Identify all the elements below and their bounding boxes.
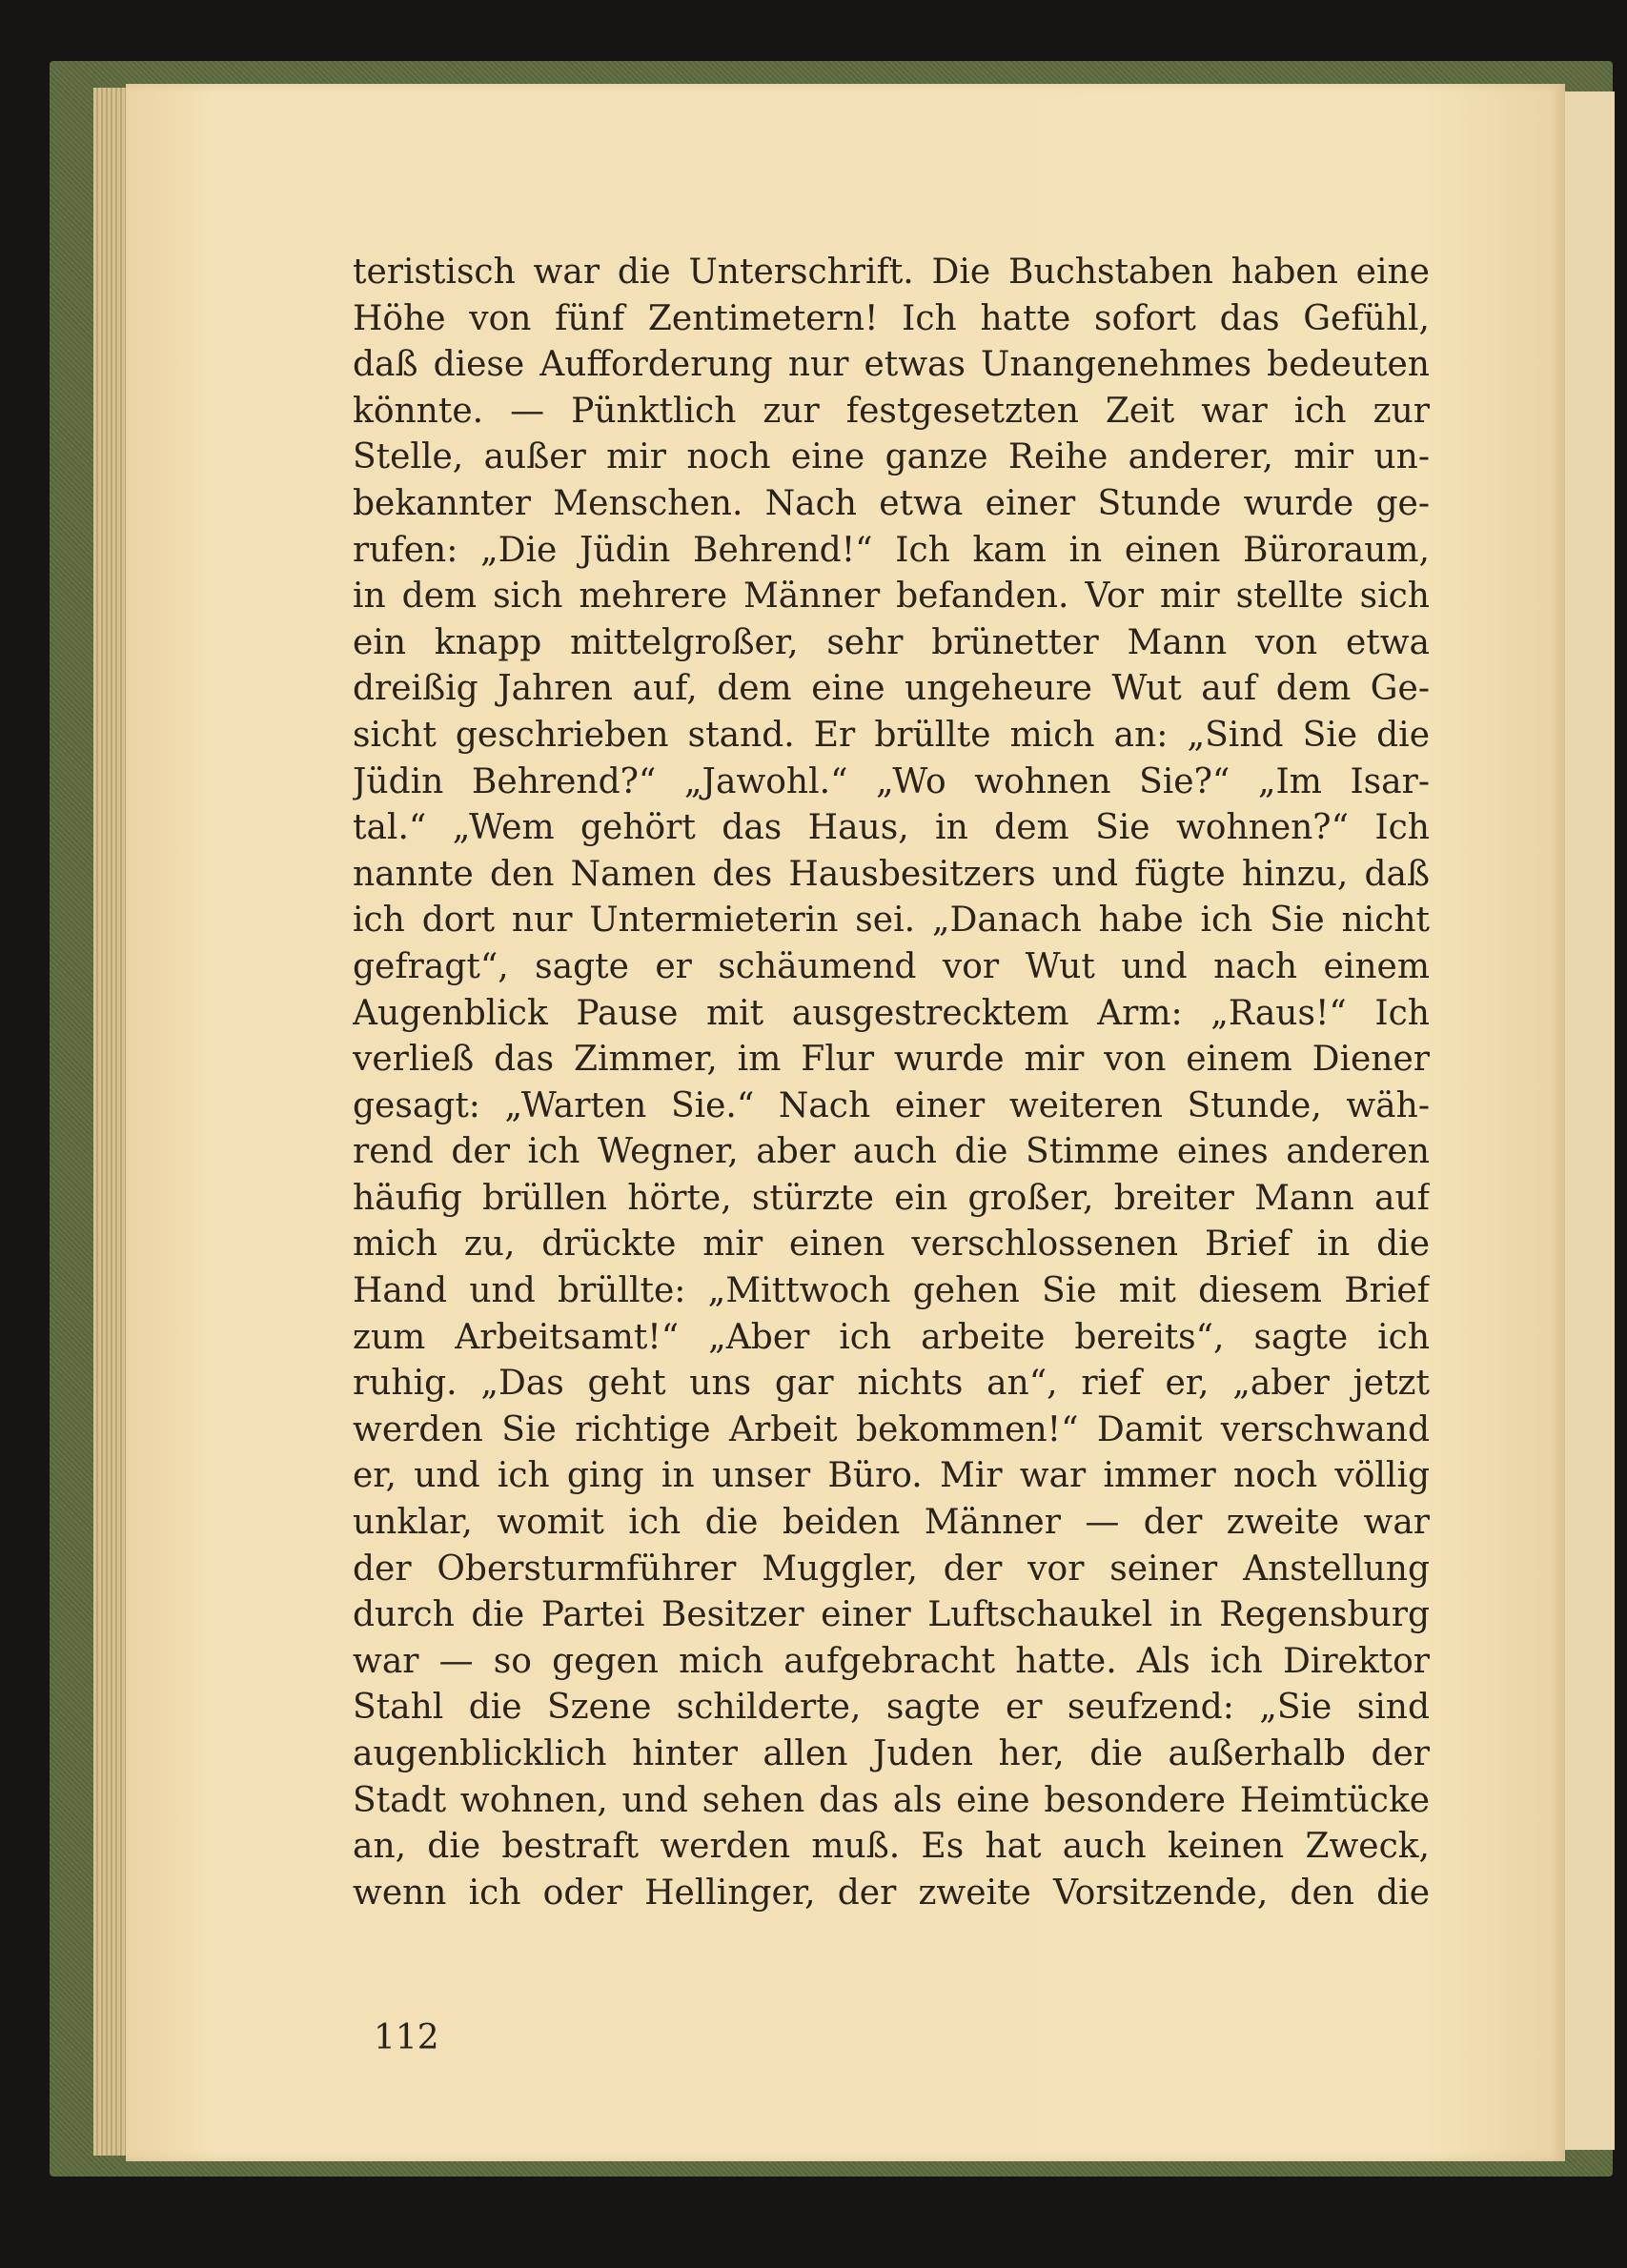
text-line: dreißig Jahren auf, dem eine ungeheure Wut auf dem Ge- xyxy=(353,669,1430,709)
text-line: er, und ich ging in unser Büro. Mir war immer noch völlig xyxy=(353,1456,1430,1496)
text-line: Augenblick Pause mit ausgestrecktem Arm: „Raus!“ Ich xyxy=(353,993,1430,1033)
text-line: gesagt: „Warten Sie.“ Nach einer weiteren Stunde, wäh- xyxy=(353,1085,1430,1125)
text-line: ein knapp mittelgroßer, sehr brünetter Mann von etwa xyxy=(353,622,1430,662)
text-line: tal.“ „Wem gehört das Haus, in dem Sie wohnen?“ Ich xyxy=(353,808,1430,848)
text-line: Jüdin Behrend?“ „Jawohl.“ „Wo wohnen Sie?“ „Im Isar- xyxy=(353,761,1430,801)
text-line: unklar, womit ich die beiden Männer — der zweite war xyxy=(353,1503,1430,1543)
text-line: rufen: „Die Jüdin Behrend!“ Ich kam in einen Büroraum, xyxy=(353,530,1430,570)
text-line: häufig brüllen hörte, stürzte ein großer, breiter Mann auf xyxy=(353,1178,1430,1218)
text-line: wenn ich oder Hellinger, der zweite Vorsitzende, den die xyxy=(353,1873,1430,1913)
page-body-text xyxy=(353,250,1430,1916)
text-line: in dem sich mehrere Männer befanden. Vor mir stellte sich xyxy=(353,577,1430,617)
text-line: augenblicklich hinter allen Juden her, die außerhalb der xyxy=(353,1734,1430,1773)
text-line: rend der ich Wegner, aber auch die Stimme eines anderen xyxy=(353,1132,1430,1172)
text-line: an, die bestraft werden muß. Es hat auch keinen Zweck, xyxy=(353,1827,1430,1867)
text-line: Höhe von fünf Zentimetern! Ich hatte sofort das Gefühl, xyxy=(353,298,1430,338)
text-line: teristisch war die Unterschrift. Die Buchstaben haben eine xyxy=(353,253,1430,292)
text-line: nannte den Namen des Hausbesitzers und fügte hinzu, daß xyxy=(353,854,1430,894)
text-line: verließ das Zimmer, im Flur wurde mir von einem Diener xyxy=(353,1040,1430,1080)
text-line: sicht geschrieben stand. Er brüllte mich an: „Sind Sie die xyxy=(353,715,1430,755)
text-line: zum Arbeitsamt!“ „Aber ich arbeite bereits“, sagte ich xyxy=(353,1317,1430,1357)
text-line: war — so gegen mich aufgebracht hatte. Als ich Direktor xyxy=(353,1641,1430,1681)
text-line: der Obersturmführer Muggler, der vor seiner Anstellung xyxy=(353,1549,1430,1589)
text-line: Stadt wohnen, und sehen das als eine besondere Heimtücke xyxy=(353,1780,1430,1820)
facing-page-edge xyxy=(1563,91,1615,2150)
text-line: bekannter Menschen. Nach etwa einer Stunde wurde ge- xyxy=(353,483,1430,523)
text-line: ruhig. „Das geht uns gar nichts an“, rief er, „aber jetzt xyxy=(353,1364,1430,1404)
text-line: daß diese Aufforderung nur etwas Unangenehmes bedeuten xyxy=(353,345,1430,385)
text-line: Stahl die Szene schilderte, sagte er seufzend: „Sie sind xyxy=(353,1688,1430,1728)
text-line: ich dort nur Untermieterin sei. „Danach habe ich Sie nicht xyxy=(353,901,1430,941)
text-line: werden Sie richtige Arbeit bekommen!“ Damit verschwand xyxy=(353,1409,1430,1449)
page-number: 112 xyxy=(374,2018,439,2057)
text-line: Stelle, außer mir noch eine ganze Reihe anderer, mir un- xyxy=(353,437,1430,477)
text-line: Hand und brüllte: „Mittwoch gehen Sie mit diesem Brief xyxy=(353,1271,1430,1311)
text-line: gefragt“, sagte er schäumend vor Wut und nach einem xyxy=(353,946,1430,986)
text-line: durch die Partei Besitzer einer Luftschaukel in Regensburg xyxy=(353,1595,1430,1635)
text-line: könnte. — Pünktlich zur festgesetzten Zeit war ich zur xyxy=(353,391,1430,431)
text-line: mich zu, drückte mir einen verschlossenen Brief in die xyxy=(353,1225,1430,1265)
